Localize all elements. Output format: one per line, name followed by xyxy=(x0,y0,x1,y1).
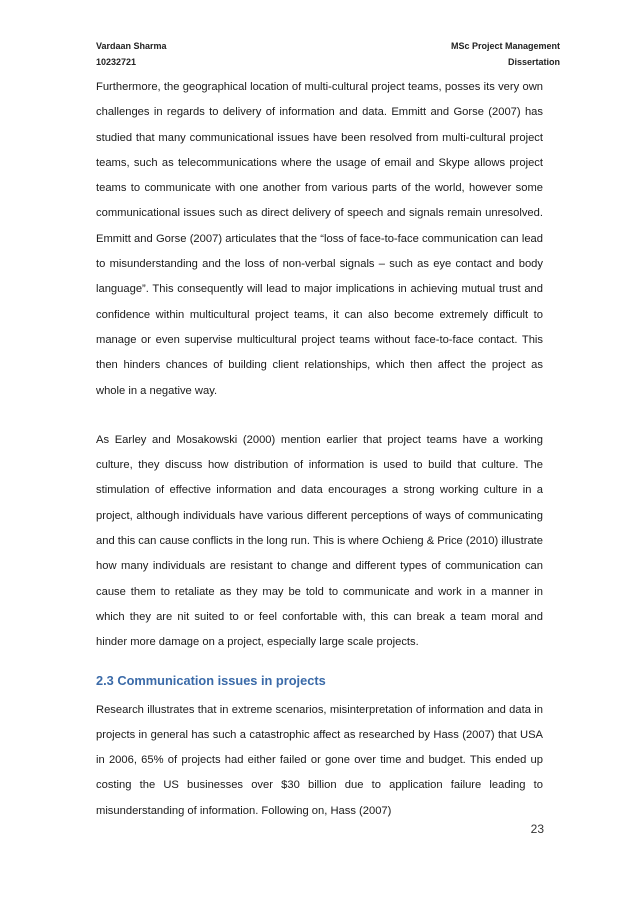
course-name: MSc Project Management xyxy=(450,41,560,51)
author-name: Vardaan Sharma xyxy=(96,41,167,51)
paragraph: Research illustrates that in extreme scenarios, misinterpretation of information and data in projects in general has such a catastrophic affect as researched by Hass (2007) that USA in 2006, 65% of projects had either failed or gone over time and budget. This ended up costing the US businesses over $30 billion due to application failure leading to misunderstanding of information. Following on, Hass (2007) xyxy=(96,703,543,817)
header-right xyxy=(451,38,560,70)
section-heading: 2.3 Communication issues in projects xyxy=(96,672,326,688)
body-text xyxy=(96,75,543,824)
paragraph: Furthermore, the geographical location of multi-cultural project teams, posses its very own challenges in regards to delivery of information and data. Emmitt and Gorse (2007) has studied that many communicational issues have been resolved from multi-cultural project teams, such as telecommunications where the usage of email and Skype allows project teams to communicate with one another from various parts of the world, however some communicational issues such as direct delivery of speech and signals remain unresolved. Emmitt and Gorse (2007) articulates that the “loss of face-to-face communication can lead to misunderstanding and the loss of non-verbal signals – such as eye contact and body language”. This consequently will lead to major implications in achieving mutual trust and confidence within multicultural project teams, it can also become extremely difficult to manage or even supervise multicultural project teams without face-to-face contact. This then hinders chances of building client relationships, which then affect the project as whole in a negative way. xyxy=(96,81,543,397)
page-number: 23 xyxy=(530,822,544,836)
student-id: 10232721 xyxy=(96,57,137,67)
header-left xyxy=(96,38,167,70)
document-type: Dissertation xyxy=(507,57,560,67)
paragraph: As Earley and Mosakowski (2000) mention earlier that project teams have a working culture, they discuss how distribution of information is used to build that culture. The stimulation of effective information and data encourages a strong working culture in a project, although individuals have various different perceptions of ways of communicating and this can cause conflicts in the long run. This is where Ochieng & Price (2010) illustrate how many individuals are resistant to change and different types of communication can cause them to retaliate as they may be told to communicate and work in a manner in which they are nit suited to or feel confortable with, this can break a team moral and hinder more damage on a project, especially large scale projects. xyxy=(96,433,543,649)
